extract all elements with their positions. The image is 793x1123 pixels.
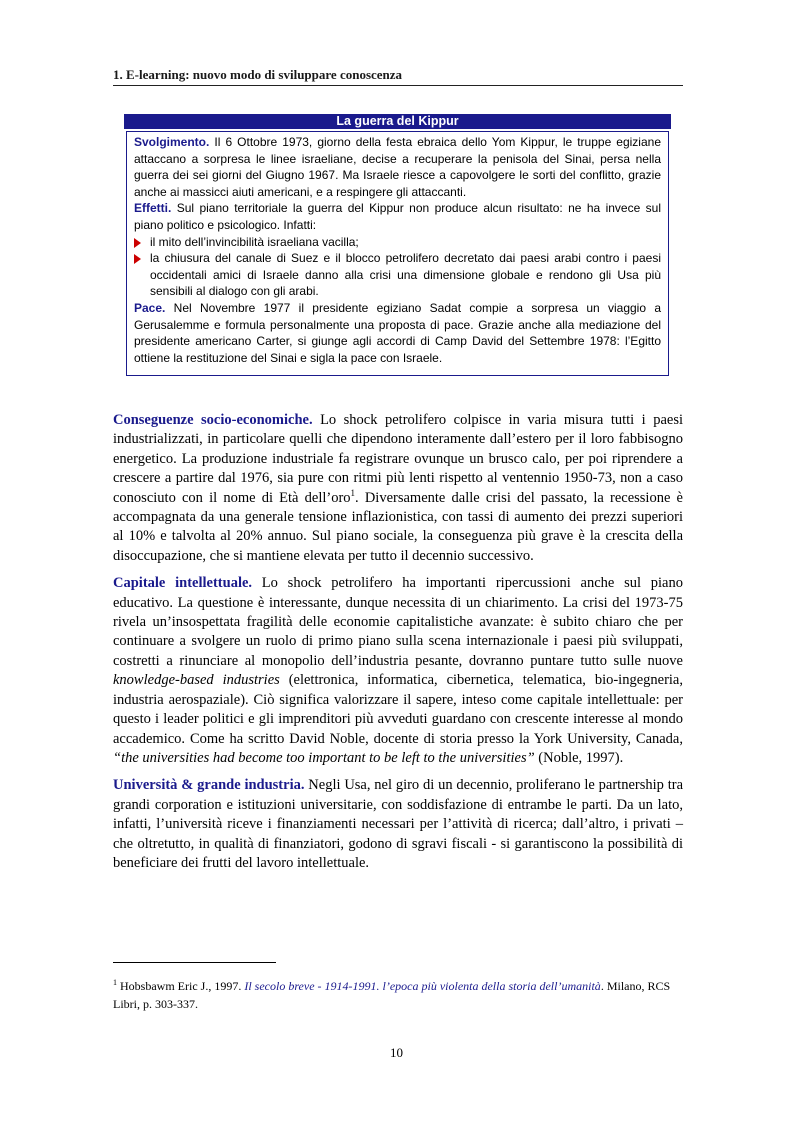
italic-term: knowledge-based industries (113, 672, 280, 689)
pace-text: Nel Novembre 1977 il presidente egiziano Sadat compie a sorpresa un viaggio a Gerusalemme e formula personalmente una proposta di pace. Grazie anche alla mediazione del presidente americano Carter, si giunge agli accordi di Camp David del Settembre 1978: l’Egitto ottiene la restituzione del Sinai e sigla la pace con Israele. (134, 300, 661, 365)
paragraph-text: Negli Usa, nel giro di un decennio, proliferano le partnership tra grandi corporation e istituzioni universitarie, con soddisfazione di entrambe le parti. Da un lato, infatti, l’università riceve i finanziamenti necessari per l’attività di ricerca; dall’altro, i privati – che oltretutto, in qualità di finanziatori, godono di sgravi fiscali - si garantiscono la possibilità di beneficiare dei frutti del lavoro intellettuale. (113, 777, 683, 871)
bullet-item (134, 250, 661, 300)
bullet-arrow-icon (134, 238, 141, 248)
paragraph-universita (113, 776, 683, 873)
footnote (113, 977, 683, 1013)
box-paragraph-effetti (134, 200, 661, 233)
italic-quote: “the universities had become too important to be left to the universities” (113, 749, 535, 766)
bullet-text: il mito dell’invincibilità israeliana vacilla; (150, 234, 359, 249)
effetti-label: Effetti. (134, 201, 172, 216)
footnote-book-title: Il secolo breve - 1914-1991. l’epoca più violenta della storia dell’umanità (244, 979, 601, 993)
effetti-text: Sul piano territoriale la guerra del Kippur non produce alcun risultato: ne ha invece sul piano politico e psicologico. Infatti: (134, 201, 661, 232)
paragraph-text: Lo shock petrolifero colpisce in varia misura tutti i paesi industrializzati, in particolare quelli che dipendono interamente dall’estero per il loro fabbisogno energetico. La produzione industriale fa registrare ovunque un brusco calo, per poi riprendere a crescere a partire dal 1976, sia pure con ritmi più lenti rispetto al ventennio 1950-73, non a caso conosciuto con il nome di Età dell’oro (113, 412, 683, 506)
paragraph-text: Lo shock petrolifero ha importanti ripercussioni anche sul piano educativo. La questione è interessante, dunque necessita di un chiarimento. La crisi del 1973-75 rivela un’insospettata fragilità delle economie capitalistiche avanzate: è subito chiaro che per continuare a svolgere un ruolo di primo piano sulla scena internazionale i paesi più sviluppati, costretti a rinunciare al monopolio dell’industria pesante, dovranno puntare tutto sulle nuove (113, 575, 683, 669)
footnote-reference[interactable]: 1 (350, 487, 356, 498)
main-text (113, 411, 683, 881)
pace-label: Pace. (134, 300, 166, 315)
bullet-arrow-icon (134, 254, 141, 264)
box-paragraph-svolgimento (134, 134, 661, 200)
section-heading: Conseguenze socio-economiche. (113, 412, 313, 428)
footnote-rule (113, 962, 276, 963)
section-heading: Università & grande industria. (113, 777, 305, 794)
box-paragraph-pace (134, 300, 661, 366)
box-title: La guerra del Kippur (124, 114, 671, 129)
bullet-text: la chiusura del canale di Suez e il blocco petrolifero decretato dai paesi arabi contro i paesi occidentali amici di Israele danno alla crisi una dimensione globale e rendono gli Usa più sensibili al dialogo con gli arabi. (150, 251, 661, 299)
sidebar-box-kippur (124, 114, 671, 380)
footnote-text: . Milano, RCS Libri, p. 303-337. (113, 979, 671, 1011)
footnote-text: Hobsbawm Eric J., 1997. (117, 979, 245, 993)
paragraph-conseguenze (113, 411, 683, 566)
running-header: 1. E-learning: nuovo modo di sviluppare conoscenza (113, 67, 403, 82)
paragraph-capitale (113, 574, 683, 768)
section-heading: Capitale intellettuale. (113, 575, 253, 592)
svolgimento-text: Il 6 Ottobre 1973, giorno della festa ebraica dello Yom Kippur, le truppe egiziane attaccano a sorpresa le linee israeliane, decise a recuperare la penisola del Sinai, persa nella guerra dei sei giorni del Giugno 1967. Ma Israele riesce a capovolgere le sorti del conflitto, grazie anche ai massicci aiuti americani, e a respingere gli attaccanti. (134, 135, 661, 199)
svolgimento-label: Svolgimento. (134, 135, 210, 149)
bullet-item (134, 234, 661, 251)
paragraph-text: (Noble, 1997). (534, 749, 624, 766)
footnote-mark: 1 (113, 978, 117, 987)
paragraph-text: (elettronica, informatica, cibernetica, telematica, bio-ingegneria, industria aerospaziale). Ciò significa valorizzare il sapere, inteso come capitale intellettuale: per questo i leader politici e gli imprenditori più avveduti guardano con crescente interesse al mondo accademico. Come ha scritto David Noble, docente di storia presso la York University, Canada, (113, 672, 683, 747)
box-body (126, 131, 669, 376)
page-number: 10 (390, 1045, 403, 1060)
paragraph-text: . Diversamente dalle crisi del passato, la recessione è accompagnata da una generale tensione inflazionistica, con tassi di aumento dei prezzi superiori al 10% e talvolta al 20% annuo. Sul piano sociale, la conseguenza più grave è la crescita della disoccupazione, che si mantiene elevata per tutto il decennio successivo. (113, 489, 683, 564)
header-rule (113, 85, 683, 86)
